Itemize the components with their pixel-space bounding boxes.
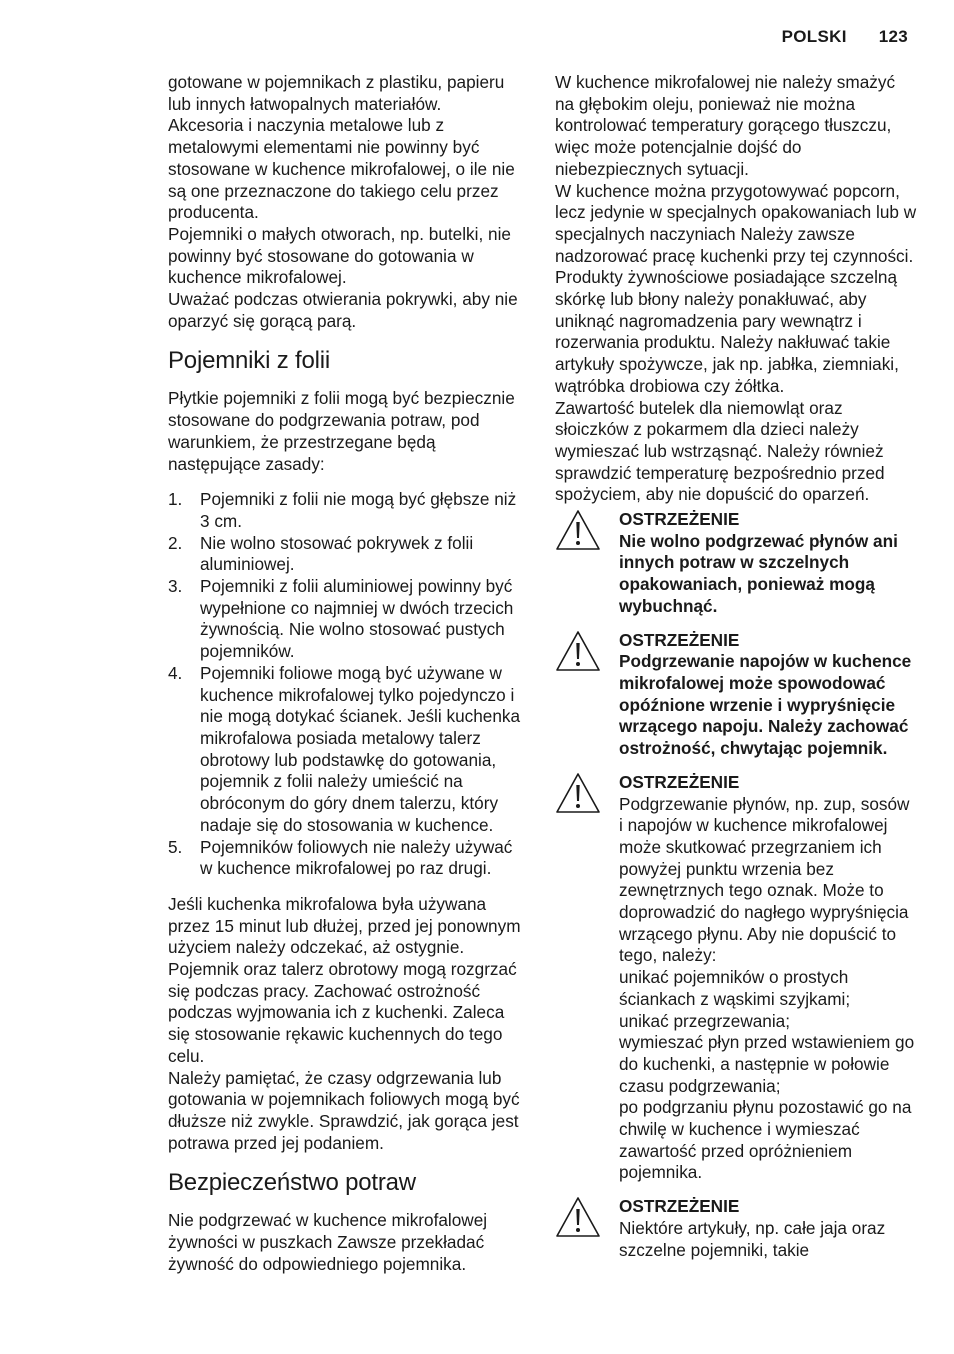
warning-text: wymieszać płyn przed wstawieniem go do kuchenki, a następnie w połowie czasu podgrzewania; bbox=[619, 1032, 915, 1096]
warning-text: unikać przegrzewania; bbox=[619, 1010, 791, 1031]
warning-block bbox=[555, 630, 917, 760]
paragraph: W kuchence mikrofalowej nie należy smażyć na głębokim oleju, ponieważ nie można kontrolować temperatury gorącego tłuszczu, więc może potencjalnie dojść do niebezpiecznych sytuacji. bbox=[555, 72, 896, 179]
page-number: 123 bbox=[878, 27, 908, 46]
paragraph: Akcesoria i naczynia metalowe lub z metalowymi elementami nie powinny być stosowane w kuchence mikrofalowej, o ile nie są one przeznaczone do takiego celu przez producenta. bbox=[168, 115, 515, 223]
paragraph: Pojemniki o małych otworach, np. butelki, nie powinny być stosowane do gotowania w kuchence mikrofalowej. bbox=[168, 223, 511, 288]
warning-text: Nie wolno podgrzewać płynów ani innych potraw w szczelnych opakowaniach, ponieważ mogą wybuchnąć. bbox=[619, 530, 898, 616]
paragraph: Produkty żywnościowe posiadające szczelną skórkę lub błony należy ponakłuwać, aby uniknąć nagromadzenia pary wewnątrz i rozerwania produktu. Należy nakłuwać takie artykuły spożywcze, jak np. jabłka, ziemniaki, wątróbka drobiowa czy żółtka. bbox=[555, 267, 899, 396]
paragraph: Pojemnik oraz talerz obrotowy mogą rozgrzać się podczas pracy. Zachować ostrożność podczas wyjmowania ich z kuchenki. Zaleca się stosowanie rękawic kuchennych do tego celu. bbox=[168, 959, 517, 1066]
warning-text: Niektóre artykuły, np. całe jaja oraz szczelne pojemniki, takie bbox=[619, 1217, 886, 1260]
warning-triangle-icon bbox=[555, 630, 601, 672]
warning-text: Podgrzewanie płynów, np. zup, sosów i napojów w kuchence mikrofalowej może skutkować przegrzaniem ich powyżej punktu wrzenia bez zewnętrznych tego oznak. Może to doprowadzić do nagłego wypryśnięcia wrzącego płynu. Aby nie dopuścić to tego, należy: bbox=[619, 793, 910, 966]
warning-title: OSTRZEŻENIE bbox=[619, 1196, 740, 1217]
list-item: 5. Pojemników foliowych nie należy używać w kuchence mikrofalowej po raz drugi. bbox=[168, 836, 513, 879]
paragraph: Nie podgrzewać w kuchence mikrofalowej żywności w puszkach Zawsze przekładać żywność do odpowiedniego pojemnika. bbox=[168, 1210, 488, 1274]
paragraph: gotowane w pojemnikach z plastiku, papieru lub innych łatwopalnych materiałów. bbox=[168, 72, 505, 114]
warning-block bbox=[555, 509, 917, 618]
list-item: 1. Pojemniki z folii nie mogą być głębsze niż 3 cm. bbox=[168, 489, 517, 531]
paragraph: W kuchence można przygotowywać popcorn, lecz jedynie w specjalnych opakowaniach lub w specjalnych naczyniach Należy zawsze nadzorować pracę kuchenki przy tej czynności. bbox=[555, 180, 917, 266]
warning-text: po podgrzaniu płynu pozostawić go na chwilę w kuchence i wymieszać zawartość przed opróżnieniem pojemnika. bbox=[619, 1097, 912, 1183]
paragraph: Należy pamiętać, że czasy odgrzewania lub gotowania w pojemnikach foliowych mogą być dłuższe niż zwykle. Sprawdzić, jak gorąca jest potrawa przed jej podaniem. bbox=[168, 1067, 520, 1153]
section-heading: Bezpieczeństwo potraw bbox=[168, 1169, 416, 1197]
list-item: 3. Pojemniki z folii aluminiowej powinny być wypełnione co najmniej w dwóch trzecich żywnością. Nie wolno stosować pustych pojemników. bbox=[168, 576, 514, 662]
warning-triangle-icon bbox=[555, 772, 601, 814]
warning-block bbox=[555, 1196, 917, 1261]
list-item: 2. Nie wolno stosować pokrywek z folii aluminiowej. bbox=[168, 532, 474, 575]
warning-title: OSTRZEŻENIE bbox=[619, 509, 740, 530]
numbered-list bbox=[168, 489, 528, 880]
warning-block bbox=[555, 772, 917, 1184]
list-item: 4. Pojemniki foliowe mogą być używane w kuchence mikrofalowej tylko pojedynczo i nie mogą dotykać ścianek. Jeśli kuchenka mikrofalowa posiada metalowy talerz obrotowy lub podstawkę do gotowania, pojemnik z folii należy umieścić na obróconym do góry dnem talerzu, który nadaje się do stosowania w kuchence. bbox=[168, 662, 521, 835]
left-column bbox=[168, 72, 528, 1275]
warning-text: unikać pojemników o prostych ściankach z wąskimi szyjkami; bbox=[619, 967, 851, 1009]
warning-title: OSTRZEŻENIE bbox=[619, 629, 740, 650]
paragraph: Uważać podczas otwierania pokrywki, aby nie oparzyć się gorącą parą. bbox=[168, 289, 518, 331]
warning-triangle-icon bbox=[555, 509, 601, 551]
right-column bbox=[555, 72, 917, 1261]
page-header bbox=[782, 27, 908, 47]
warning-title: OSTRZEŻENIE bbox=[619, 771, 740, 792]
header-language: POLSKI bbox=[781, 27, 847, 46]
warning-triangle-icon bbox=[555, 1196, 601, 1238]
paragraph: Płytkie pojemniki z folii mogą być bezpiecznie stosowane do podgrzewania potraw, pod warunkiem, że przestrzegane będą następujące zasady: bbox=[168, 388, 515, 474]
section-heading: Pojemniki z folii bbox=[168, 347, 330, 375]
paragraph: Zawartość butelek dla niemowląt oraz słoiczków z pokarmem dla dzieci należy wymieszać lub wstrząsnąć. Należy również sprawdzić temperaturę bezpośrednio przed spożyciem, aby nie dopuścić do oparzeń. bbox=[555, 397, 885, 505]
paragraph: Jeśli kuchenka mikrofalowa była używana przez 15 minut lub dłużej, przed jej ponownym użyciem należy odczekać, aż ostygnie. bbox=[168, 893, 521, 958]
warning-text: Podgrzewanie napojów w kuchence mikrofalowej może spowodować opóźnione wrzenie i wypryśnięcie wrzącego napoju. Należy zachować ostrożność, chwytając pojemnik. bbox=[619, 651, 912, 759]
